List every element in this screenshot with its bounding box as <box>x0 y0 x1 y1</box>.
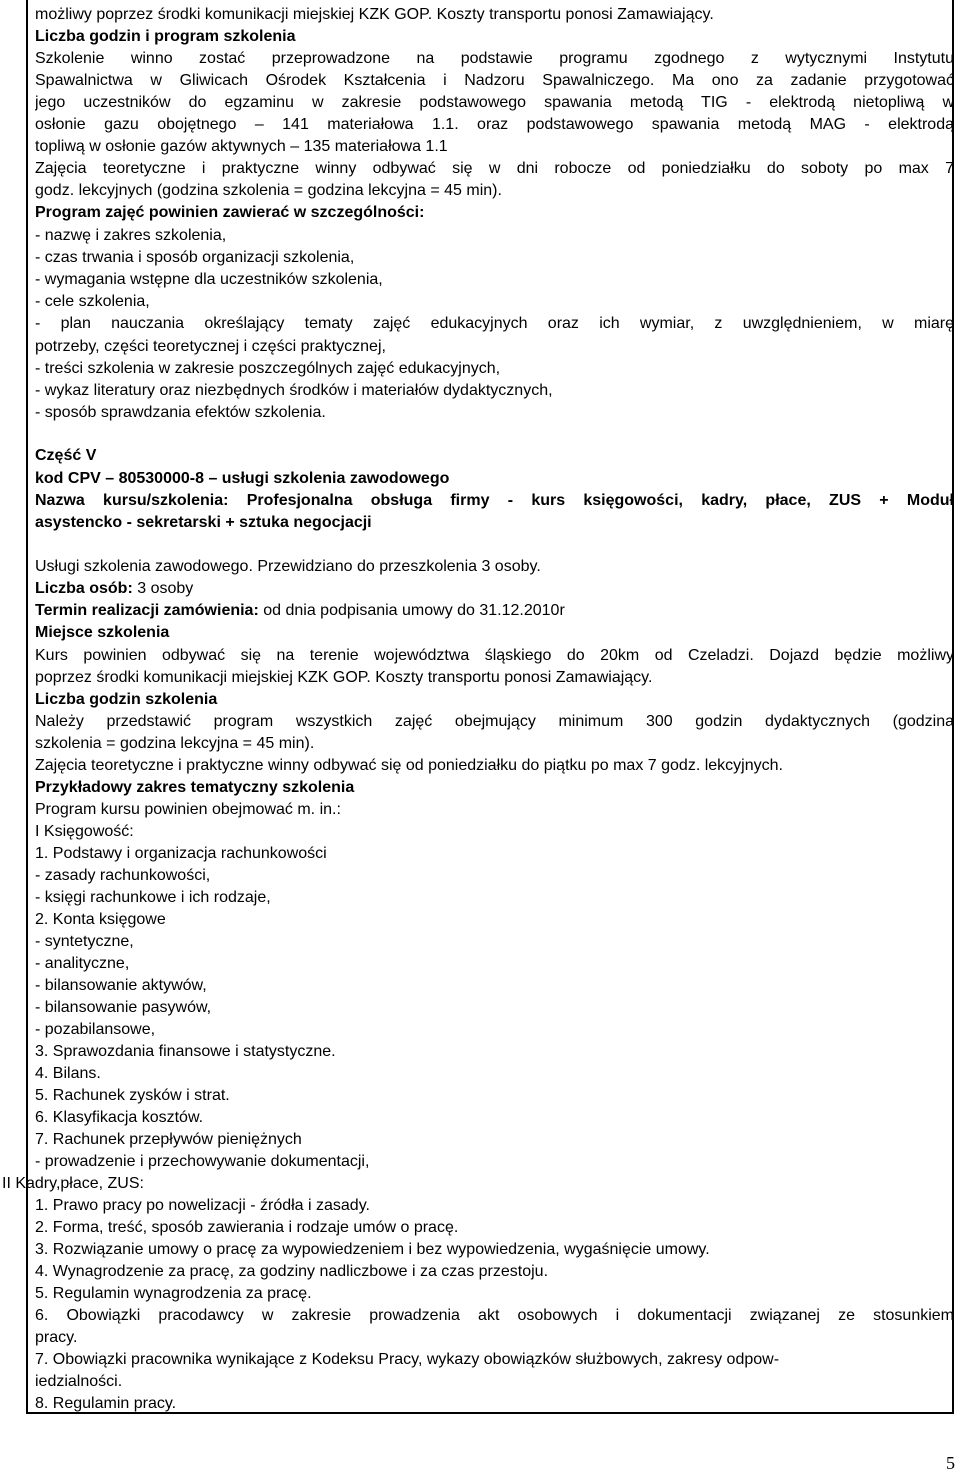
list-item: 2. Konta księgowe <box>35 911 166 928</box>
list-item: 3. Rozwiązanie umowy o pracę za wypowiedzeniem i bez wypowiedzenia, wygaśnięcie umowy. <box>35 1241 710 1258</box>
term-value: od dnia podpisania umowy do 31.12.2010r <box>258 602 565 619</box>
list-item: 6. Obowiązki pracodawcy w zakresie prowadzenia akt osobowych i dokumentacji związanej ze stosunkiem <box>35 1307 954 1324</box>
list-item: 1. Podstawy i organizacja rachunkowości <box>35 845 327 862</box>
section-heading: Miejsce szkolenia <box>35 624 170 641</box>
text-line: Zajęcia teoretyczne i praktyczne winny odbywać się w dni robocze od poniedziałku do soboty po max 7 <box>35 160 954 177</box>
persons-label: Liczba osób: <box>35 580 133 597</box>
term-label: Termin realizacji zamówienia: <box>35 602 259 619</box>
section-heading: Przykładowy zakres tematyczny szkolenia <box>35 779 355 796</box>
text-line: topliwą w osłonie gazów aktywnych – 135 materiałowa 1.1 <box>35 138 448 155</box>
list-item: - syntetyczne, <box>35 933 134 950</box>
list-item: 5. Rachunek zysków i strat. <box>35 1087 230 1104</box>
list-item: - zasady rachunkowości, <box>35 867 211 884</box>
list-item: - nazwę i zakres szkolenia, <box>35 227 227 244</box>
list-item: 5. Regulamin wynagrodzenia za pracę. <box>35 1285 312 1302</box>
list-item: 7. Rachunek przepływów pieniężnych <box>35 1131 302 1148</box>
part-title: Część V <box>35 447 97 464</box>
list-item: 6. Klasyfikacja kosztów. <box>35 1109 204 1126</box>
list-item: 2. Forma, treść, sposób zawierania i rodzaje umów o pracę. <box>35 1219 459 1236</box>
list-item: 3. Sprawozdania finansowe i statystyczne. <box>35 1043 336 1060</box>
text-line: poprzez środki komunikacji miejskiej KZK GOP. Koszty transportu ponosi Zamawiający. <box>35 669 653 686</box>
list-item: I Księgowość: <box>35 823 134 840</box>
course-name: asystencko - sekretarski + sztuka negocjacji <box>35 514 372 531</box>
list-item: - czas trwania i sposób organizacji szkolenia, <box>35 249 355 266</box>
text-line: Program kursu powinien obejmować m. in.: <box>35 801 341 818</box>
list-item: - bilansowanie aktywów, <box>35 977 207 994</box>
course-name: Nazwa kursu/szkolenia: Profesjonalna obsługa firmy - kurs księgowości, kadry, płace, ZUS + Moduł <box>35 492 954 509</box>
persons-line <box>35 578 193 600</box>
text-line: Kurs powinien odbywać się na terenie województwa śląskiego do 20km od Czeladzi. Dojazd będzie możliwy <box>35 647 954 664</box>
persons-value: 3 osoby <box>132 580 194 597</box>
list-item: - bilansowanie pasywów, <box>35 999 212 1016</box>
list-item: 1. Prawo pracy po nowelizacji - źródła i zasady. <box>35 1197 370 1214</box>
list-item: - prowadzenie i przechowywanie dokumentacji, <box>35 1153 370 1170</box>
list-item: - plan nauczania określający tematy zajęć edukacyjnych oraz ich wymiar, z uwzględnieniem, w miarę <box>35 315 954 332</box>
list-item: iedzialności. <box>35 1373 123 1390</box>
term-line <box>35 600 565 622</box>
list-item: pracy. <box>35 1329 78 1346</box>
text-line: możliwy poprzez środki komunikacji miejskiej KZK GOP. Koszty transportu ponosi Zamawiający. <box>35 6 714 23</box>
list-item: 4. Wynagrodzenie za pracę, za godziny nadliczbowe i za czas przestoju. <box>35 1263 549 1280</box>
list-item: - treści szkolenia w zakresie poszczególnych zajęć edukacyjnych, <box>35 360 501 377</box>
section-heading: Program zajęć powinien zawierać w szczególności: <box>35 204 425 221</box>
list-item: - sposób sprawdzania efektów szkolenia. <box>35 404 326 421</box>
page-number: 5 <box>946 1453 955 1473</box>
text-line: Szkolenie winno zostać przeprowadzone na podstawie programu zgodnego z wytycznymi Instytutu <box>35 50 954 67</box>
text-line: Usługi szkolenia zawodowego. Przewidziano do przeszkolenia 3 osoby. <box>35 558 541 575</box>
text-line: jego uczestników do egzaminu w zakresie podstawowego spawania metodą TIG - elektrodą nietopliwą w <box>35 94 954 111</box>
text-line: szkolenia = godzina lekcyjna = 45 min). <box>35 735 315 752</box>
text-line: osłonie gazu obojętnego – 141 materiałowa 1.1. oraz podstawowego spawania metodą MAG - elektrodą <box>35 116 954 133</box>
text-line: Należy przedstawić program wszystkich zajęć obejmujący minimum 300 godzin dydaktycznych (godzina <box>35 713 954 730</box>
section-heading: Liczba godzin i program szkolenia <box>35 28 296 45</box>
section-heading: Liczba godzin szkolenia <box>35 691 218 708</box>
list-item: - księgi rachunkowe i ich rodzaje, <box>35 889 271 906</box>
cpv-code: kod CPV – 80530000-8 – usługi szkolenia zawodowego <box>35 470 450 487</box>
list-item: - analityczne, <box>35 955 130 972</box>
text-line: Spawalnictwa w Gliwicach Ośrodek Kształcenia i Nadzoru Spawalniczego. Ma ono za zadanie przygotować <box>35 72 954 89</box>
list-item: - cele szkolenia, <box>35 293 150 310</box>
list-item: - wymagania wstępne dla uczestników szkolenia, <box>35 271 383 288</box>
list-item: 4. Bilans. <box>35 1065 101 1082</box>
list-item: potrzeby, części teoretycznej i części praktycznej, <box>35 338 386 355</box>
list-item: - wykaz literatury oraz niezbędnych środków i materiałów dydaktycznych, <box>35 382 553 399</box>
section-title: II Kadry,płace, ZUS: <box>2 1175 144 1192</box>
list-item: 7. Obowiązki pracownika wynikające z Kodeksu Pracy, wykazy obowiązków służbowych, zakresy odpow- <box>35 1351 780 1368</box>
list-item: 8. Regulamin pracy. <box>35 1395 177 1412</box>
text-line: godz. lekcyjnych (godzina szkolenia = godzina lekcyjna = 45 min). <box>35 182 502 199</box>
text-line: Zajęcia teoretyczne i praktyczne winny odbywać się od poniedziałku do piątku po max 7 godz. lekcyjnych. <box>35 757 783 774</box>
list-item: - pozabilansowe, <box>35 1021 156 1038</box>
